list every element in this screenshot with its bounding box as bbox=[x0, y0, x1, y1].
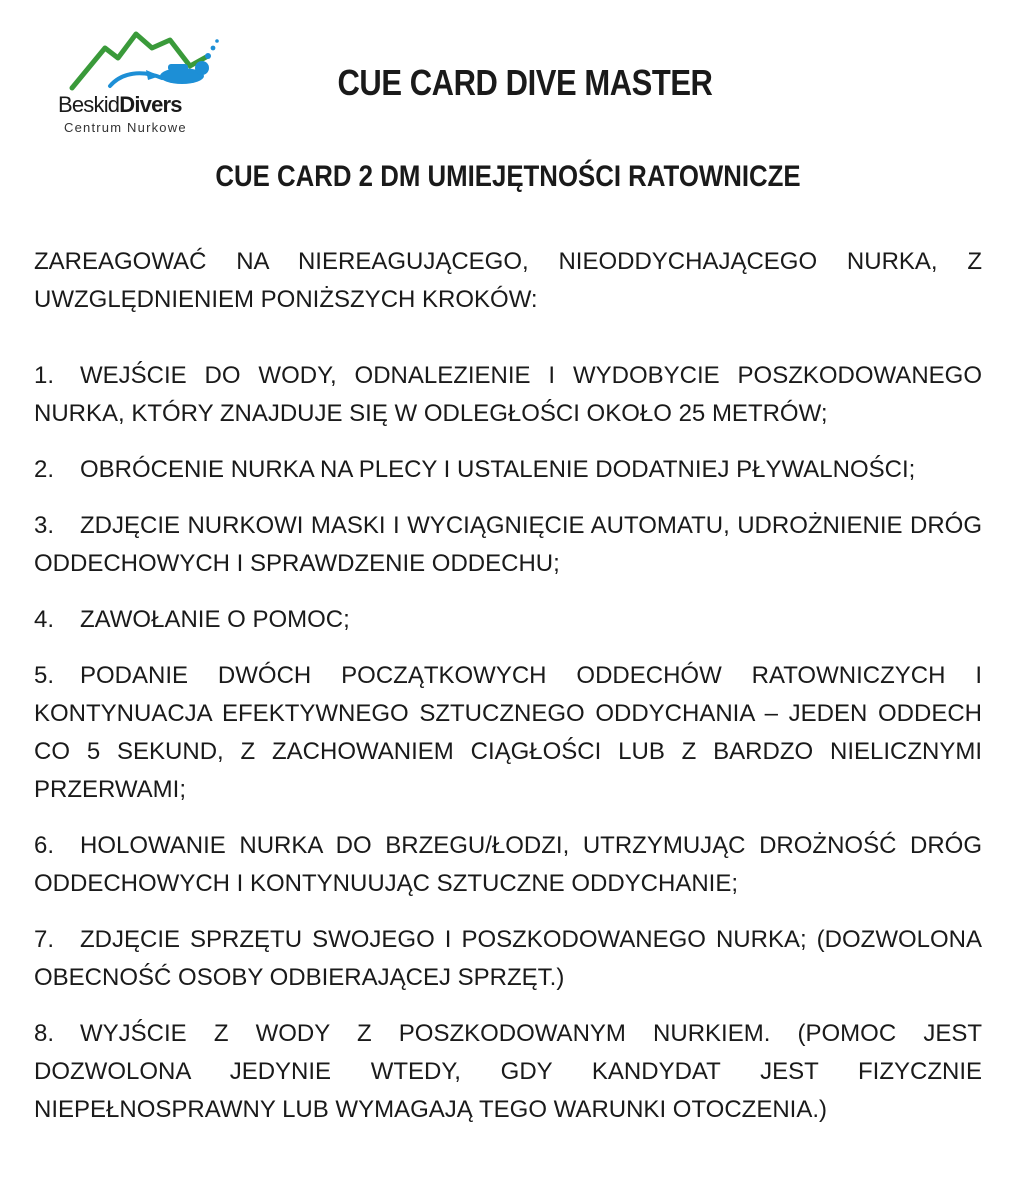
page-subtitle: CUE CARD 2 DM UMIEJĘTNOŚCI RATOWNICZE bbox=[215, 160, 801, 193]
mountain-diver-icon bbox=[50, 26, 230, 96]
step-text: HOLOWANIE NURKA DO BRZEGU/ŁODZI, UTRZYMUJĄC DROŻNOŚĆ DRÓG ODDECHOWYCH I KONTYNUUJĄC SZTUCZNE ODDYCHANIE; bbox=[34, 832, 982, 897]
step-number: 4. bbox=[34, 606, 55, 633]
step-item bbox=[34, 1015, 982, 1129]
step-item bbox=[34, 921, 982, 997]
step-item bbox=[34, 827, 982, 903]
step-item bbox=[34, 357, 982, 433]
step-text: WYJŚCIE Z WODY Z POSZKODOWANYM NURKIEM. (POMOC JEST DOZWOLONA JEDYNIE WTEDY, GDY KANDYDAT JEST FIZYCZNIE NIEPEŁNOSPRAWNY LUB WYMAGAJĄ TEGO WARUNKI OTOCZENIA.) bbox=[34, 1020, 982, 1123]
step-number: 3. bbox=[34, 512, 55, 539]
step-number: 6. bbox=[34, 832, 55, 859]
step-number: 5. bbox=[34, 662, 55, 689]
page-title: CUE CARD DIVE MASTER bbox=[337, 62, 713, 103]
step-text: OBRÓCENIE NURKA NA PLECY I USTALENIE DODATNIEJ PŁYWALNOŚCI; bbox=[80, 456, 916, 483]
logo-wordmark: BeskidDivers bbox=[58, 92, 182, 117]
step-number: 8. bbox=[34, 1020, 55, 1047]
step-number: 7. bbox=[34, 926, 55, 953]
step-item bbox=[34, 507, 982, 583]
beskid-divers-logo bbox=[50, 26, 230, 138]
step-text: ZAWOŁANIE O POMOC; bbox=[80, 606, 350, 633]
cue-card-content bbox=[34, 243, 982, 1147]
step-text: WEJŚCIE DO WODY, ODNALEZIENIE I WYDOBYCIE POSZKODOWANEGO NURKA, KTÓRY ZNAJDUJE SIĘ W ODLEGŁOŚCI OKOŁO 25 METRÓW; bbox=[34, 362, 982, 427]
step-text: ZDJĘCIE NURKOWI MASKI I WYCIĄGNIĘCIE AUTOMATU, UDROŻNIENIE DRÓG ODDECHOWYCH I SPRAWDZENIE ODDECHU; bbox=[34, 512, 982, 577]
step-number: 2. bbox=[34, 456, 55, 483]
step-item bbox=[34, 657, 982, 809]
step-text: ZDJĘCIE SPRZĘTU SWOJEGO I POSZKODOWANEGO NURKA; (DOZWOLONA OBECNOŚĆ OSOBY ODBIERAJĄCEJ SPRZĘT.) bbox=[34, 926, 982, 991]
step-number: 1. bbox=[34, 362, 55, 389]
step-text: PODANIE DWÓCH POCZĄTKOWYCH ODDECHÓW RATOWNICZYCH I KONTYNUACJA EFEKTYWNEGO SZTUCZNEGO ODDYCHANIA – JEDEN ODDECH CO 5 SEKUND, Z ZACHOWANIEM CIĄGŁOŚCI LUB Z BARDZO NIELICZNYMI PRZERWAMI; bbox=[34, 662, 982, 803]
intro-text: ZAREAGOWAĆ NA NIEREAGUJĄCEGO, NIEODDYCHAJĄCEGO NURKA, Z UWZGLĘDNIENIEM PONIŻSZYCH KROKÓW: bbox=[34, 248, 982, 313]
step-item bbox=[34, 451, 982, 489]
step-item bbox=[34, 601, 982, 639]
logo-tagline: Centrum Nurkowe bbox=[64, 120, 187, 135]
